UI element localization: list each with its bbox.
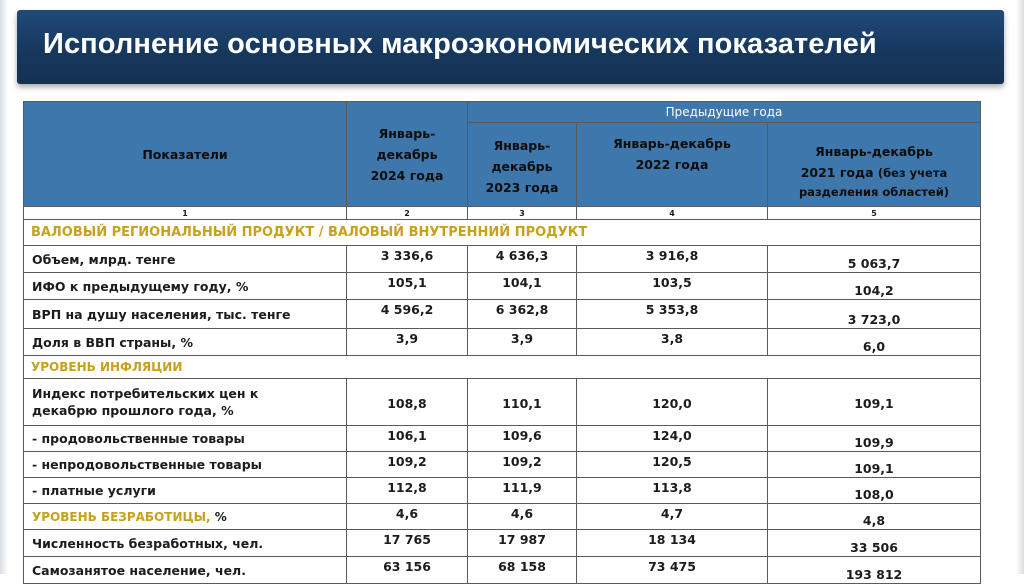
header-2022-line1: Январь-декабрь xyxy=(613,136,731,151)
value-2022: 120,5 xyxy=(577,452,768,478)
column-number: 4 xyxy=(577,207,768,220)
value-2022: 120,0 xyxy=(577,379,768,426)
value-2021: 104,2 xyxy=(768,273,981,300)
value-2024: 106,1 xyxy=(347,426,468,452)
value-2023: 110,1 xyxy=(468,379,577,426)
value-2024: 105,1 xyxy=(347,273,468,300)
value-2021: 4,8 xyxy=(768,504,981,530)
header-2024 xyxy=(347,102,468,207)
value-2024: 112,8 xyxy=(347,478,468,504)
row-label-line2: декабрю прошлого года, % xyxy=(32,403,234,418)
value-2021: 193 812 xyxy=(768,557,981,584)
table-row xyxy=(24,273,981,300)
value-2023: 4 636,3 xyxy=(468,246,577,273)
column-numbers-row xyxy=(24,207,981,220)
value-2022: 124,0 xyxy=(577,426,768,452)
section-title-unemployment xyxy=(24,504,347,530)
row-label: Доля в ВВП страны, % xyxy=(24,329,347,356)
value-2024: 63 156 xyxy=(347,557,468,584)
table-row xyxy=(24,530,981,557)
row-label xyxy=(24,379,347,426)
header-2023-line1: Январь- xyxy=(493,138,551,153)
section-unemployment xyxy=(24,504,981,530)
table-row xyxy=(24,426,981,452)
header-2023-line3: 2023 года xyxy=(485,180,559,195)
row-label: - непродовольственные товары xyxy=(24,452,347,478)
header-2021-note2: разделения областей) xyxy=(798,185,950,199)
value-2022: 3 916,8 xyxy=(577,246,768,273)
value-2021: 5 063,7 xyxy=(768,246,981,273)
value-2021: 3 723,0 xyxy=(768,300,981,329)
value-2023: 68 158 xyxy=(468,557,577,584)
header-2024-line1: Январь- xyxy=(378,125,436,141)
value-2023: 4,6 xyxy=(468,504,577,530)
header-2023-line2: декабрь xyxy=(491,159,553,174)
header-indicators: Показатели xyxy=(24,102,347,207)
value-2022: 73 475 xyxy=(577,557,768,584)
header-2021-line1: Январь-декабрь xyxy=(815,144,933,159)
row-label: - продовольственные товары xyxy=(24,426,347,452)
page-title: Исполнение основных макроэкономических показателей xyxy=(43,28,877,60)
slide-edge-right xyxy=(1016,0,1024,574)
row-label: ИФО к предыдущему году, % xyxy=(24,273,347,300)
value-2022: 3,8 xyxy=(577,329,768,356)
header-2023 xyxy=(468,123,577,207)
table-row xyxy=(24,329,981,356)
header-2021 xyxy=(768,123,981,207)
value-2021: 33 506 xyxy=(768,530,981,557)
value-2024: 3,9 xyxy=(347,329,468,356)
section-title-grp: ВАЛОВЫЙ РЕГИОНАЛЬНЫЙ ПРОДУКТ / ВАЛОВЫЙ ВНУТРЕННИЙ ПРОДУКТ xyxy=(24,220,981,246)
value-2023: 6 362,8 xyxy=(468,300,577,329)
header-2021-line2 xyxy=(768,162,980,184)
row-label: - платные услуги xyxy=(24,478,347,504)
value-2023: 111,9 xyxy=(468,478,577,504)
table-row xyxy=(24,379,981,426)
column-number: 2 xyxy=(347,207,468,220)
value-2023: 17 987 xyxy=(468,530,577,557)
value-2023: 109,2 xyxy=(468,452,577,478)
section-inflation xyxy=(24,356,981,379)
macro-indicators-table xyxy=(23,101,981,584)
header-previous-years: Предыдущие года xyxy=(468,102,981,123)
header-2022 xyxy=(577,123,768,207)
value-2022: 18 134 xyxy=(577,530,768,557)
value-2024: 3 336,6 xyxy=(347,246,468,273)
value-2024: 4,6 xyxy=(347,504,468,530)
value-2023: 104,1 xyxy=(468,273,577,300)
column-number: 3 xyxy=(468,207,577,220)
header-2021-year: 2021 года xyxy=(800,165,874,180)
value-2021: 108,0 xyxy=(768,478,981,504)
table-row xyxy=(24,557,981,584)
row-label: Самозанятое население, чел. xyxy=(24,557,347,584)
header-2024-line3: 2024 года xyxy=(370,167,444,183)
value-2024: 4 596,2 xyxy=(347,300,468,329)
header-2024-line2: декабрь xyxy=(376,146,438,162)
table-row xyxy=(24,300,981,329)
header-2022-line2: 2022 года xyxy=(635,157,709,172)
title-bar xyxy=(17,10,1004,84)
table-row xyxy=(24,452,981,478)
value-2023: 109,6 xyxy=(468,426,577,452)
value-2024: 17 765 xyxy=(347,530,468,557)
value-2022: 103,5 xyxy=(577,273,768,300)
section-grp xyxy=(24,220,981,246)
value-2021: 109,1 xyxy=(768,452,981,478)
row-label: Численность безработных, чел. xyxy=(24,530,347,557)
value-2021: 109,9 xyxy=(768,426,981,452)
row-label: ВРП на душу населения, тыс. тенге xyxy=(24,300,347,329)
value-2023: 3,9 xyxy=(468,329,577,356)
value-2022: 113,8 xyxy=(577,478,768,504)
value-2022: 4,7 xyxy=(577,504,768,530)
value-2024: 109,2 xyxy=(347,452,468,478)
value-2022: 5 353,8 xyxy=(577,300,768,329)
section-title-unemployment-unit: % xyxy=(210,509,227,524)
column-number: 5 xyxy=(768,207,981,220)
table-row xyxy=(24,246,981,273)
value-2021: 109,1 xyxy=(768,379,981,426)
table-row xyxy=(24,478,981,504)
slide-edge-left xyxy=(0,0,8,574)
section-title-unemployment-text: УРОВЕНЬ БЕЗРАБОТИЦЫ, xyxy=(32,509,211,524)
row-label-line1: Индекс потребительских цен к xyxy=(32,386,259,401)
value-2021: 6,0 xyxy=(768,329,981,356)
value-2024: 108,8 xyxy=(347,379,468,426)
header-2021-note: (без учета xyxy=(877,166,948,180)
column-number: 1 xyxy=(24,207,347,220)
row-label: Объем, млрд. тенге xyxy=(24,246,347,273)
section-title-inflation: УРОВЕНЬ ИНФЛЯЦИИ xyxy=(24,356,981,379)
